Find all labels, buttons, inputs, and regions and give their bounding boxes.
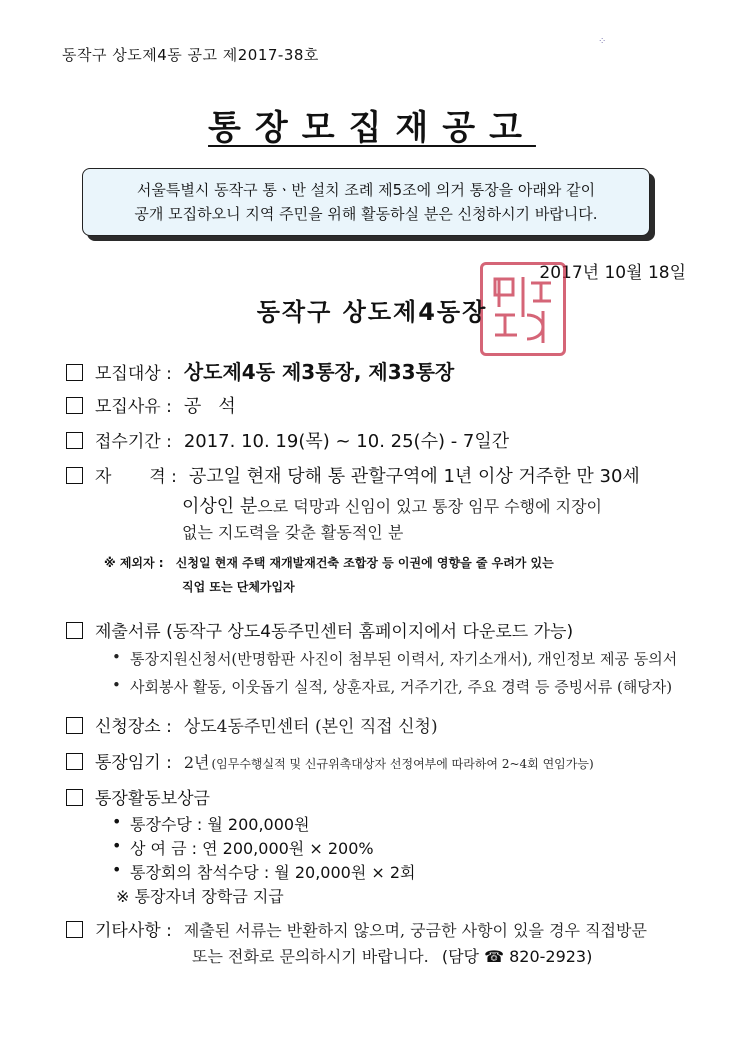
bullet-dot: •: [112, 860, 122, 879]
item-reason: [66, 392, 236, 418]
other-line-1: 제출된 서류는 반환하지 않으며, 궁금한 사항이 있을 경우 직접방문: [183, 921, 647, 940]
checkbox-period: [66, 432, 83, 449]
other-line-2: 또는 전화로 문의하시기 바랍니다.: [192, 947, 429, 966]
page-title-text: 통장모집재공고: [208, 108, 536, 148]
place-label: 신청장소 :: [95, 717, 172, 737]
qualification-line-2b: 으로 덕망과 신임이 있고 통장 임무 수행에 지장이: [257, 497, 603, 516]
documents-bullet-2: [112, 676, 672, 697]
item-documents: [66, 617, 573, 642]
compensation-bullet-1-text: 통장수당 : 월 200,000원: [130, 815, 310, 834]
qualification-line-1: 공고일 현재 당해 통 관할구역에 1년 이상 거주한 만 30세: [188, 466, 640, 487]
exclusion-text-1: 신청일 현재 주택 재개발재건축 조합장 등 이권에 영향을 줄 우려가 있는: [175, 556, 554, 570]
term-value: 2년: [183, 753, 210, 772]
bullet-dot: •: [112, 676, 121, 694]
documents-bullet-1: [112, 648, 677, 669]
checkbox-documents: [66, 622, 83, 639]
period-value: 2017. 10. 19(목) ~ 10. 25(수) - 7일간: [183, 431, 510, 452]
period-label: 접수기간 :: [95, 432, 172, 452]
documents-bullet-1-text: 통장지원신청서(반명함판 사진이 첨부된 이력서, 자기소개서), 개인정보 제공 동의서: [130, 650, 678, 668]
reason-value: 공 석: [183, 396, 236, 417]
other-contact: (담당 ☎ 820-2923): [441, 947, 593, 966]
item-compensation: [66, 784, 210, 809]
other-label: 기타사항 :: [95, 921, 172, 941]
qualification-line-2a: 이상인 분: [182, 496, 258, 517]
checkbox-target: [66, 364, 83, 381]
bullet-dot: •: [112, 836, 122, 855]
reason-label: 모집사유 :: [95, 397, 172, 417]
intro-box: [82, 168, 650, 236]
documents-label: 제출서류 (동작구 상도4동주민센터 홈페이지에서 다운로드 가능): [95, 622, 574, 642]
qualification-label: 자 격 :: [95, 467, 177, 487]
item-other: [66, 916, 647, 941]
item-place: [66, 712, 438, 737]
compensation-bullet-2: [112, 836, 374, 859]
qualification-line-3: 없는 지도력을 갖춘 활동적인 분: [182, 523, 404, 542]
qualification-line-2: [182, 492, 602, 518]
target-value: 상도제4동 제3통장, 제33통장: [183, 360, 455, 384]
scan-speck: ⁘: [598, 36, 607, 47]
issuer-name: 동작구 상도제4동장: [256, 298, 488, 326]
bullet-dot: •: [112, 648, 121, 666]
place-value: 상도4동주민센터 (본인 직접 신청): [183, 717, 438, 737]
term-note: (임무수행실적 및 신규위촉대상자 선정여부에 따라하여 2~4회 연임가능): [211, 757, 594, 771]
checkbox-compensation: [66, 789, 83, 806]
item-period: [66, 427, 509, 453]
exclusion-text-2: 직업 또는 단체가입자: [182, 580, 295, 594]
item-qualification: [66, 462, 640, 488]
checkbox-reason: [66, 397, 83, 414]
compensation-note: ※ 통장자녀 장학금 지급: [116, 887, 284, 906]
page-title: [0, 100, 744, 149]
item-target: [66, 356, 454, 385]
intro-line-1: 서울특별시 동작구 통ㆍ반 설치 조례 제5조에 의거 통장을 아래와 같이: [136, 181, 596, 199]
checkbox-other: [66, 921, 83, 938]
target-label: 모집대상 :: [95, 364, 172, 384]
compensation-bullet-3: [112, 860, 416, 883]
term-label: 통장임기 :: [95, 753, 172, 773]
compensation-label: 통장활동보상금: [95, 789, 210, 809]
compensation-bullet-2-text: 상 여 금 : 연 200,000원 × 200%: [130, 839, 374, 858]
checkbox-place: [66, 717, 83, 734]
checkbox-term: [66, 753, 83, 770]
other-line-2-row: [192, 944, 592, 967]
notice-number: 동작구 상도제4동 공고 제2017-38호: [62, 46, 319, 64]
bullet-dot: •: [112, 812, 122, 831]
documents-bullet-2-text: 사회봉사 활동, 이웃돕기 실적, 상훈자료, 거주기간, 주요 경력 등 증빙서류 (해당자): [130, 678, 673, 696]
notice-date: 2017년 10월 18일: [539, 263, 686, 283]
item-term: [66, 748, 594, 773]
compensation-bullet-1: [112, 812, 310, 835]
exclusion-line-1: [104, 554, 554, 571]
intro-line-2: 공개 모집하오니 지역 주민을 위해 활동하실 분은 신청하시기 바랍니다.: [134, 205, 598, 223]
exclusion-label: ※ 제외자 :: [104, 556, 164, 570]
compensation-bullet-3-text: 통장회의 참석수당 : 월 20,000원 × 2회: [130, 863, 416, 882]
checkbox-qualification: [66, 467, 83, 484]
